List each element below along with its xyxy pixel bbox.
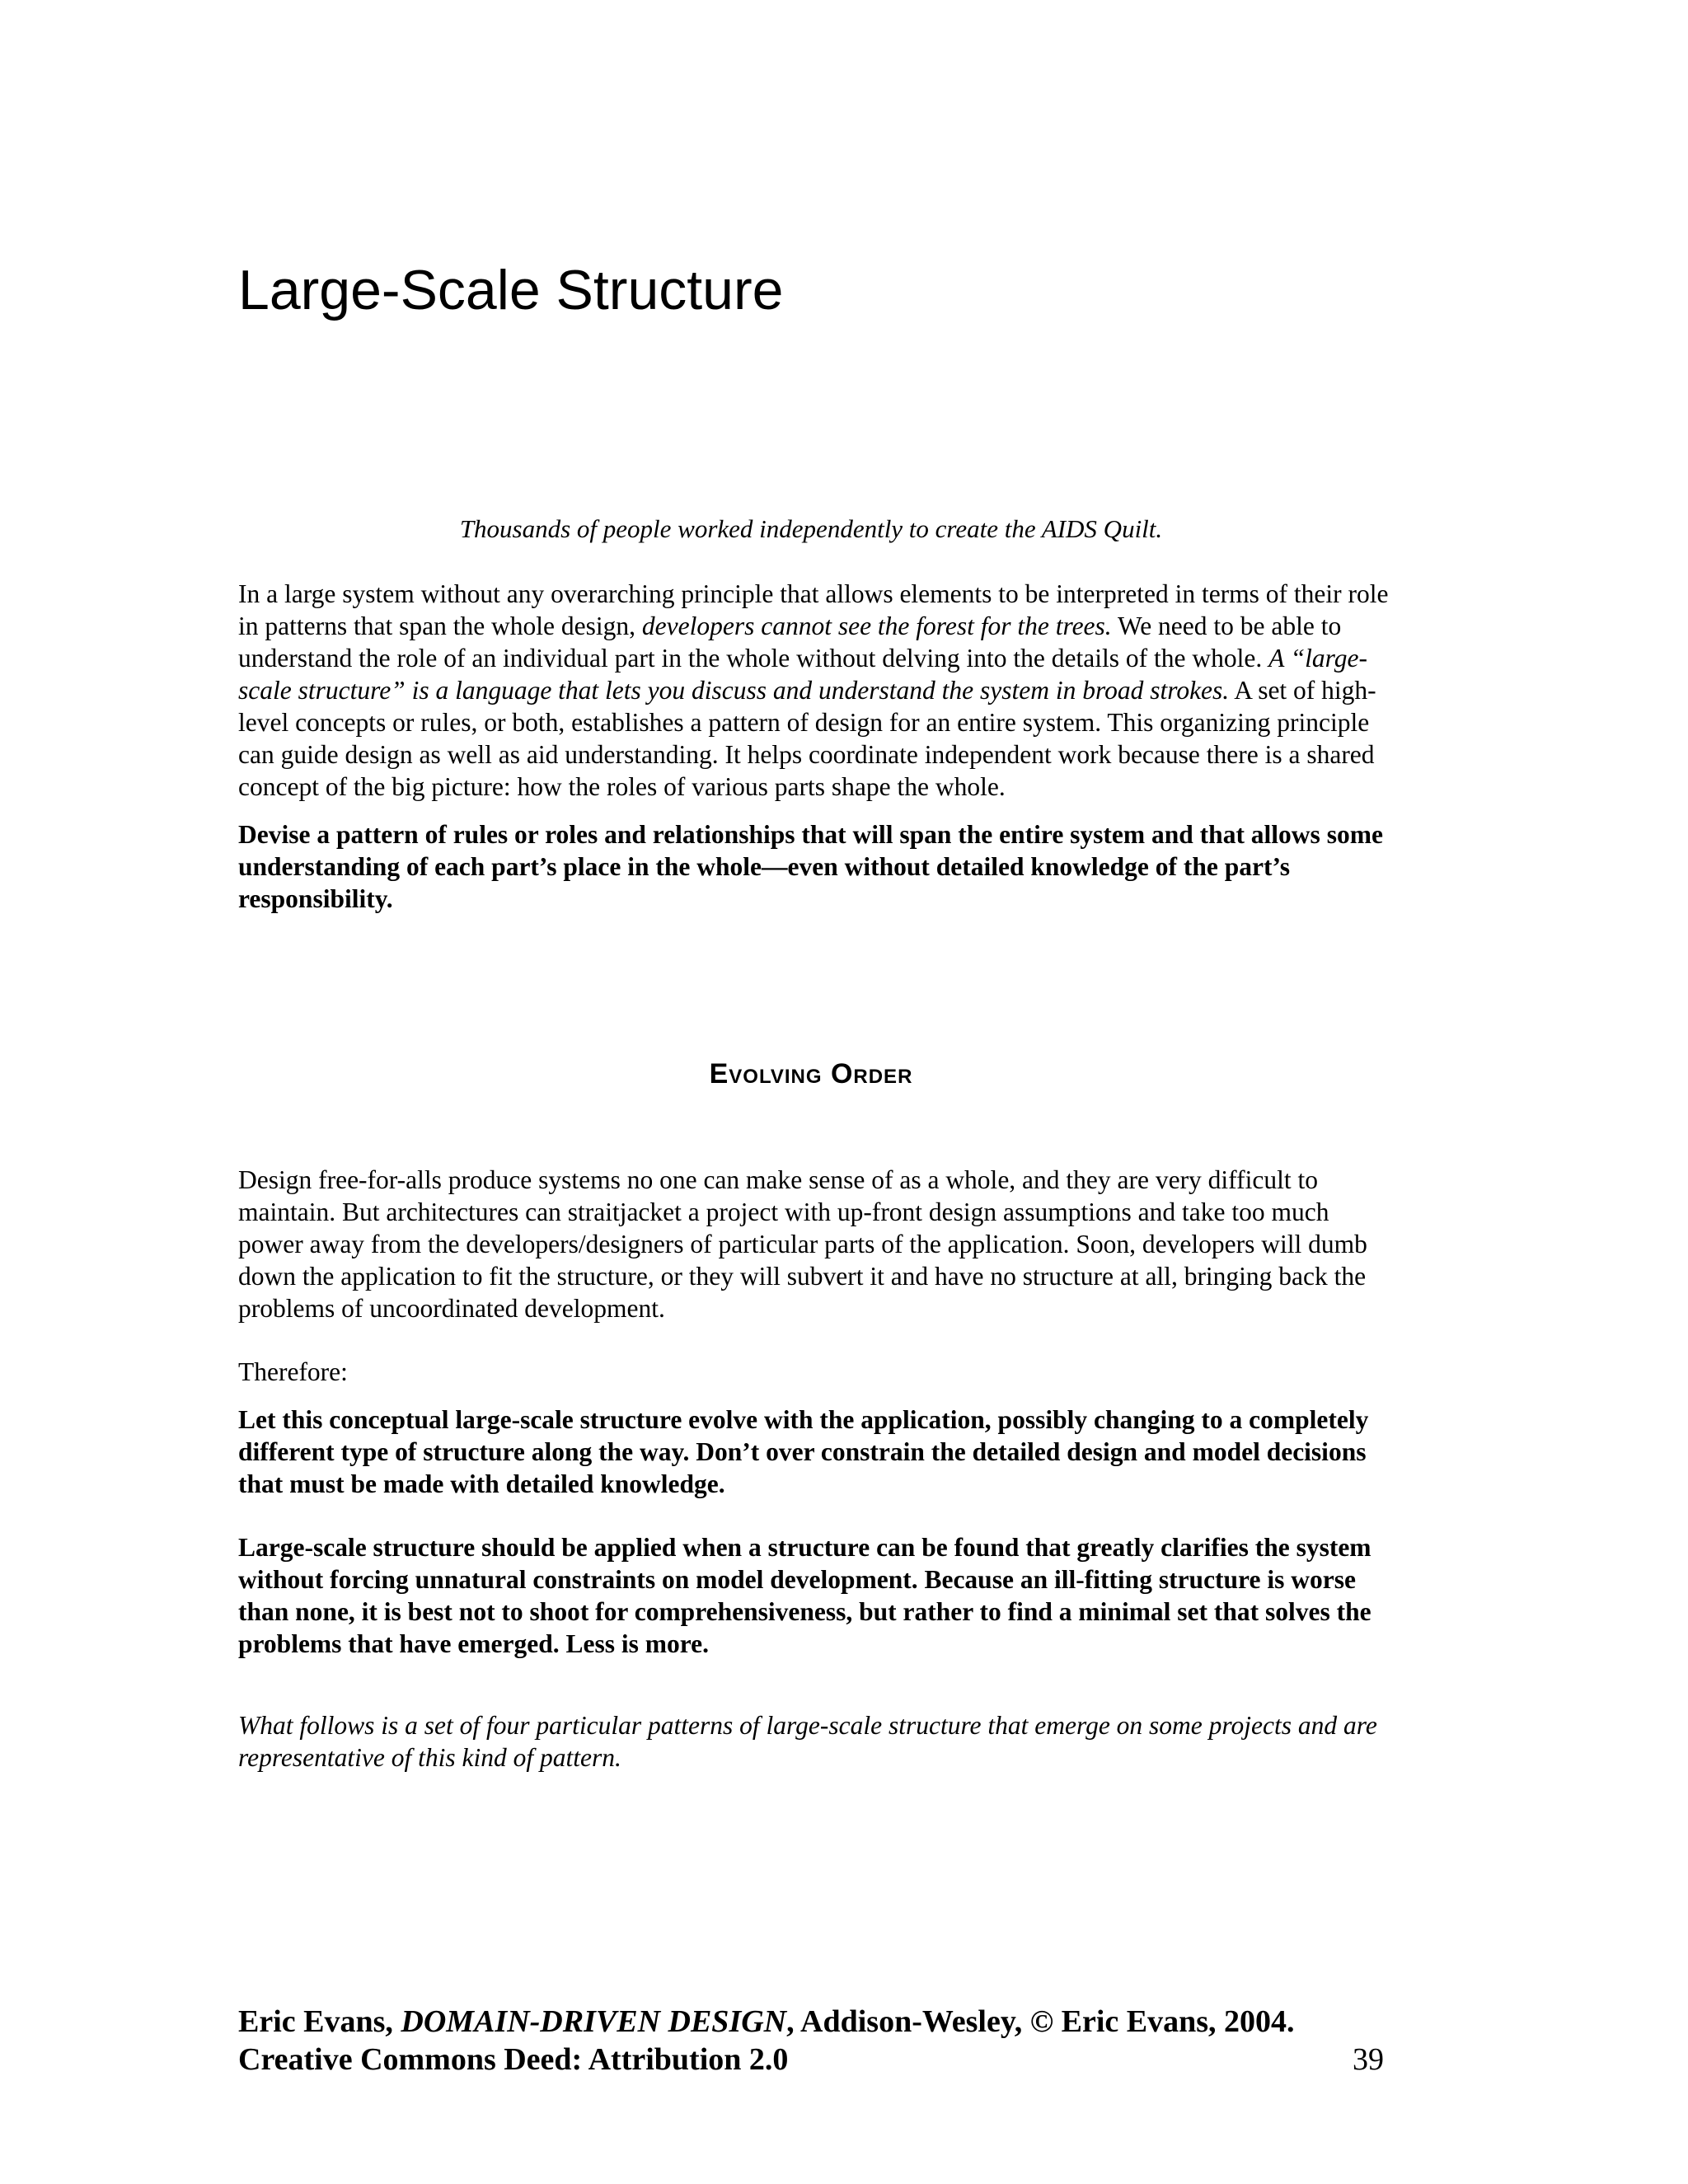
copyright-icon: © bbox=[1029, 2004, 1054, 2039]
intro-text-3: A set of high-level concepts or rules, or both, establishes a pattern of design for an entire system. This organizing principle can guide design as well as aid understanding. It helps coordinate independent work because there is a shared concept of the big picture: how the roles of various parts shape the whole. bbox=[238, 676, 1376, 801]
footer-copyright: Eric Evans, 2004. bbox=[1053, 2004, 1295, 2039]
footer-citation bbox=[238, 2003, 1384, 2041]
large-scale-guidance: Large-scale structure should be applied when a structure can be found that greatly clarifies the system without forcing unnatural constraints on model development. Because an ill-fitting structure is worse than none, it is best not to shoot for comprehensiveness, but rather to find a minimal set that solves the problems that have emerged. Less is more. bbox=[238, 1533, 1372, 1658]
intro-italic-1: developers cannot see the forest for the trees. bbox=[641, 612, 1112, 640]
design-paragraph: Design free-for-alls produce systems no one can make sense of as a whole, and they are very difficult to maintain. But architectures can straitjacket a project with up-front design assumptions and take too much power away from the developers/designers of particular parts of the application. Soon, developers will dumb down the application to fit the structure, or they will subvert it and have no structure at all, bringing back the problems of uncoordinated development. bbox=[238, 1165, 1367, 1323]
footer-license: Creative Commons Deed: Attribution 2.0 bbox=[238, 2042, 789, 2077]
evolving-order-statement: Let this conceptual large-scale structure evolve with the application, possibly changing to a completely different type of structure along the way. Don’t over constrain the detailed design and model decisions that must be made with detailed knowledge. bbox=[238, 1405, 1369, 1498]
epigraph: Thousands of people worked independently to create the AIDS Quilt. bbox=[459, 514, 1163, 543]
what-follows-note: What follows is a set of four particular patterns of large-scale structure that emerge on some projects and are representative of this kind of pattern. bbox=[238, 1711, 1377, 1772]
section-heading: Evolving Order bbox=[709, 1058, 913, 1090]
footer-book-title: DOMAIN-DRIVEN DESIGN bbox=[401, 2004, 787, 2039]
footer-publisher: , Addison-Wesley, bbox=[786, 2004, 1030, 2039]
intro-pattern-statement: Devise a pattern of rules or roles and relationships that will span the entire system and that allows some understanding of each part’s place in the whole—even without detailed knowledge of the part’s responsibility. bbox=[238, 820, 1383, 913]
page-number: 39 bbox=[1353, 2042, 1384, 2077]
intro-italic-2: A “large-scale structure” is a language that lets you discuss and understand the system in broad strokes. bbox=[238, 644, 1367, 705]
intro-text-1: In a large system without any overarching principle that allows elements to be interpreted in terms of their role in patterns that span the whole design, bbox=[238, 579, 1389, 640]
page-title: Large-Scale Structure bbox=[238, 259, 784, 321]
footer-author: Eric Evans, bbox=[238, 2004, 401, 2039]
intro-text-2: We need to be able to understand the role of an individual part in the whole without delving into the details of the whole. bbox=[238, 612, 1342, 673]
therefore-text: Therefore: bbox=[238, 1357, 348, 1386]
intro-paragraph bbox=[238, 578, 1400, 803]
